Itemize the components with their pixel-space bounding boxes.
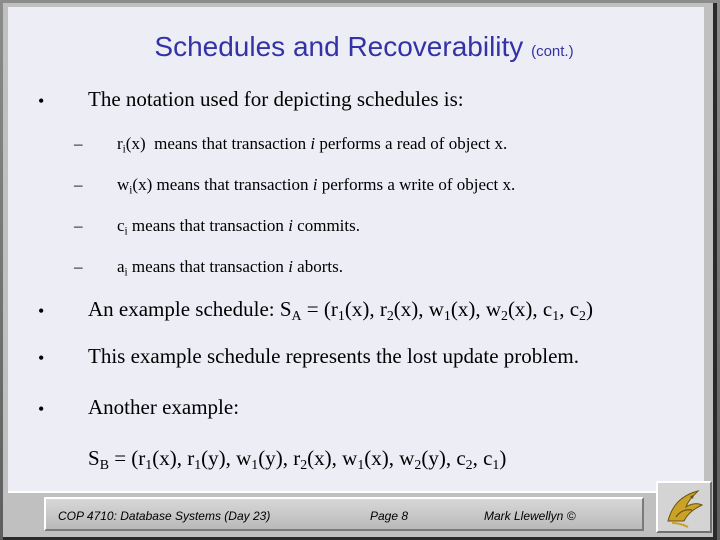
- notation-abort: $a_i$ means that transaction i aborts.: [117, 257, 343, 279]
- pegasus-logo-icon: [658, 483, 710, 531]
- bullet-marker: •: [38, 348, 45, 368]
- example-schedule-b: $S_B = (r_1(x)$, $r_1(y)$, $w_1(y)$, $r_2(x)$, $w_1(x)$, $w_2(y)$, $c_2$, $c_1$): [88, 446, 507, 473]
- another-example-text: Another example:: [88, 395, 240, 419]
- slide-bottom-edge: [8, 491, 704, 493]
- intro-text: The notation used for depicting schedules is:: [88, 87, 464, 111]
- notation-read: $r_i(x)$ means that transaction i performs a read of object x.: [117, 134, 508, 156]
- footer-bar: [44, 497, 644, 531]
- notation-commit: $c_i$ means that transaction i commits.: [117, 216, 360, 238]
- title-main: Schedules and Recoverability: [154, 31, 524, 62]
- footer-author: Mark Llewellyn ©: [484, 509, 576, 523]
- title-suffix: (cont.): [531, 43, 574, 60]
- footer-page: Page 8: [370, 509, 409, 523]
- bullet-marker: •: [38, 301, 45, 321]
- bullet-marker: •: [38, 399, 45, 419]
- notation-write: $w_i(x)$ means that transaction i performs a write of object x.: [117, 175, 516, 197]
- dash-marker: –: [74, 134, 83, 153]
- lost-update-text: This example schedule represents the lost update problem.: [88, 344, 580, 368]
- logo-box: [656, 481, 712, 533]
- dash-marker: –: [74, 175, 83, 194]
- dash-marker: –: [74, 216, 83, 235]
- dash-marker: –: [74, 257, 83, 276]
- slide-title: [8, 33, 720, 61]
- footer-course: COP 4710: Database Systems (Day 23): [58, 509, 271, 523]
- slide-canvas: [8, 7, 704, 491]
- bullet-marker: •: [38, 91, 45, 111]
- example-schedule-a: An example schedule: $S_A = (r_1(x)$, $r_2(x)$, $w_1(x)$, $w_2(x)$, $c_1$, $c_2$): [88, 297, 593, 324]
